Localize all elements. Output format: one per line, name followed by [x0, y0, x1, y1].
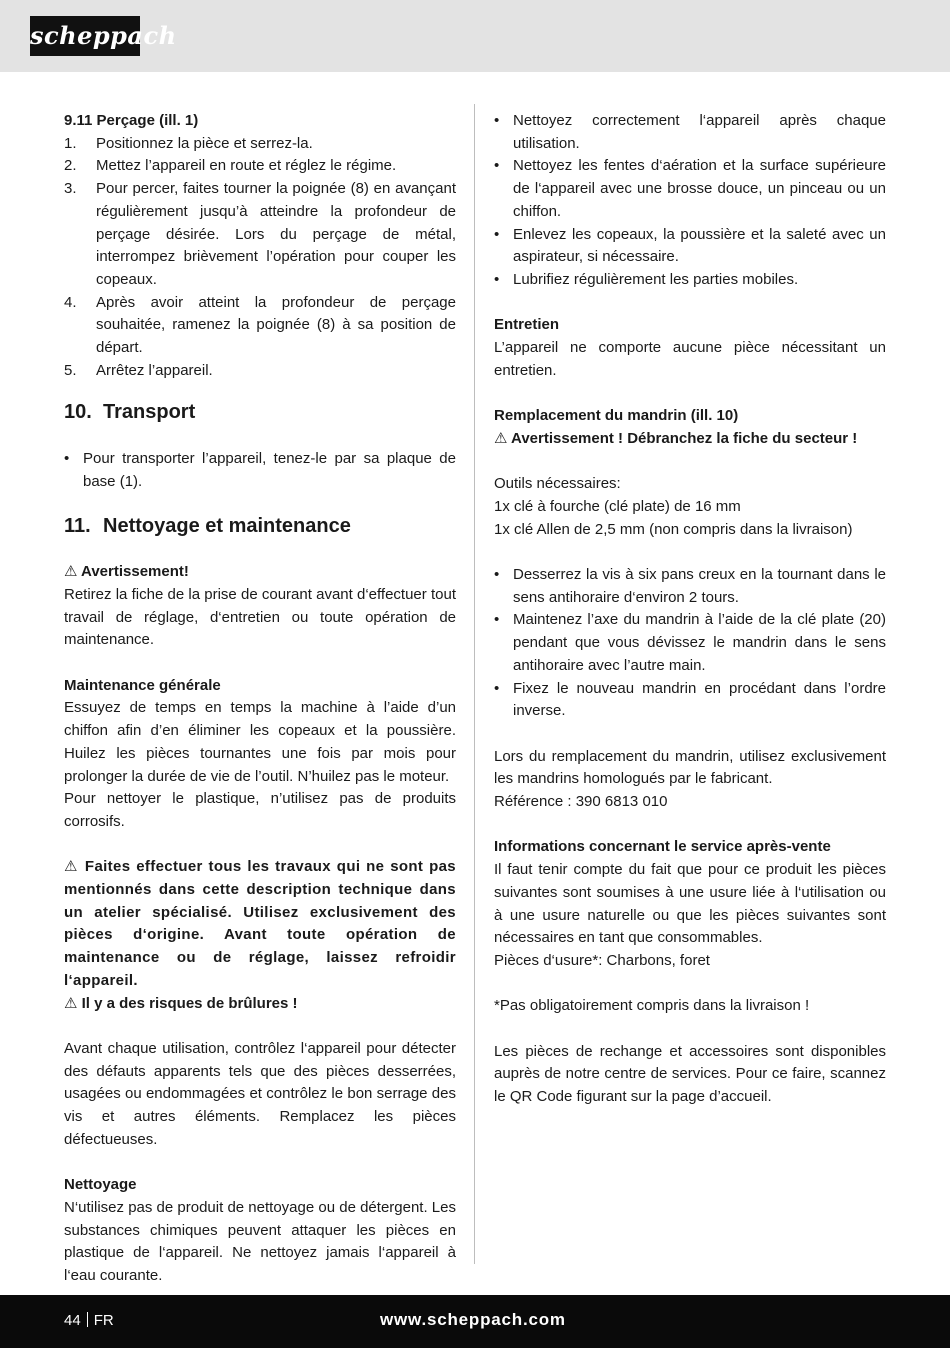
maintenance-plastic-text: Pour nettoyer le plastique, n’utilisez pas de produits corrosifs. [64, 790, 456, 830]
right-column [494, 110, 886, 1109]
inspection-text: Avant chaque utilisation, contrôlez l‘appareil pour détecter des défauts apparents tels que des pièces desserrées, usagées ou endommagées et contrôlez le bon serrage des vis et autres éléments. Remplacez les pièces défectueuses. [64, 1039, 456, 1148]
tools-title: Outils nécessaires: [494, 475, 621, 493]
list-item: 1. Positionnez la pièce et serrez-la. [64, 134, 313, 152]
scheppach-logo: scheppach [30, 16, 140, 56]
list-item: 2. Mettez l’appareil en route et réglez le régime. [64, 157, 397, 175]
cleaning-title: Nettoyage [64, 1176, 137, 1194]
section-10-heading: 10. Transport [64, 401, 196, 424]
service-title: Informations concernant le service après-vente [494, 838, 831, 856]
page-number: 44 [64, 1312, 81, 1329]
list-item: • Lubrifiez régulièrement les parties mobiles. [494, 269, 886, 292]
footnote: *Pas obligatoirement compris dans la livraison ! [494, 997, 810, 1015]
header-bar [0, 0, 950, 72]
burn-warning: ⚠ Il y a des risques de brûlures ! [64, 994, 298, 1012]
list-item: • Enlevez les copeaux, la poussière et la saleté avec un aspirateur, si nécessaire. [494, 224, 886, 269]
list-item: • Desserrez la vis à six pans creux en la tournant dans le sens antihoraire d‘environ 2 tours. [494, 564, 886, 609]
maintenance-title: Maintenance générale [64, 676, 221, 694]
chuck-note: Lors du remplacement du mandrin, utilisez exclusivement les mandrins homologués par le fabricant. [494, 747, 886, 788]
page-indicator [64, 1311, 114, 1331]
tool-item: 1x clé à fourche (clé plate) de 16 mm [494, 497, 741, 515]
spare-parts-text: Les pièces de rechange et accessoires sont disponibles auprès de notre centre de services. Pour ce faire, scannez le QR Code figurant sur la page d’accueil. [494, 1042, 886, 1106]
drilling-steps [64, 133, 456, 383]
warning-text: Retirez la fiche de la prise de courant avant d‘effectuer tout travail de réglage, d‘entretien ou toute opération de maintenance. [64, 585, 456, 649]
section-11-heading: 11. Nettoyage et maintenance [64, 514, 351, 537]
tool-item: 1x clé Allen de 2,5 mm (non compris dans la livraison) [494, 520, 853, 538]
transport-list [64, 448, 456, 493]
list-item: • Fixez le nouveau mandrin en procédant dans l’ordre inverse. [494, 678, 886, 723]
language-code: FR [93, 1312, 114, 1329]
column-divider [474, 104, 475, 1264]
reference-number: Référence : 390 6813 010 [494, 793, 668, 811]
wear-parts: Pièces d‘usure*: Charbons, foret [494, 951, 710, 969]
maintenance-text: Essuyez de temps en temps la machine à l’aide d’un chiffon afin d’en éliminer les copeaux et la poussière. Huilez les pièces tournantes une fois par mois pour prolonger la durée de vie de l’outil. N’huilez pas le moteur. [64, 699, 456, 785]
warning-title: ⚠ Avertissement! [64, 563, 189, 581]
list-item: • Pour transporter l’appareil, tenez-le par sa plaque de base (1). [64, 448, 456, 493]
list-item: 4. Après avoir atteint la profondeur de perçage souhaitée, ramenez la poignée (8) à sa position de départ. [64, 293, 456, 357]
entretien-title: Entretien [494, 316, 560, 334]
list-item: • Maintenez l’axe du mandrin à l’aide de la clé plate (20) pendant que vous dévissez le mandrin dans le sens antihoraire avec l’autre main. [494, 609, 886, 677]
list-item: • Nettoyez correctement l‘appareil après chaque utilisation. [494, 110, 886, 155]
chuck-steps [494, 564, 886, 723]
section-9-11-title: 9.11 Perçage (ill. 1) [64, 112, 199, 129]
website-url: www.scheppach.com [380, 1310, 566, 1329]
workshop-warning: ⚠ Faites effectuer tous les travaux qui ne sont pas mentionnés dans cette description technique dans un atelier spécialisé. Utilisez exclusivement des pièces d‘origine. Avant toute opération de maintenance ou de réglage, laissez refroidir l‘appareil. [64, 858, 456, 989]
list-item: 5. Arrêtez l’appareil. [64, 361, 213, 379]
chuck-replacement-title: Remplacement du mandrin (ill. 10) [494, 407, 739, 425]
service-text: Il faut tenir compte du fait que pour ce produit les pièces suivantes sont soumises à une usure liée à l‘utilisation ou à une usure naturelle ou que les pièces suivantes sont nécessaires en tant que consommables. [494, 861, 886, 947]
chuck-warning: ⚠ Avertissement ! Débranchez la fiche du secteur ! [494, 429, 858, 447]
cleaning-list [494, 110, 886, 292]
page-separator [87, 1312, 88, 1327]
list-item: 3. Pour percer, faites tourner la poignée (8) en avançant régulièrement jusqu’à atteindre la profondeur de perçage désirée. Lors du perçage de métal, interrompez brièvement l’opération pour couper les copeaux. [64, 180, 456, 288]
cleaning-text: N‘utilisez pas de produit de nettoyage ou de détergent. Les substances chimiques peuvent attaquer les pièces en plastique de l‘appareil. Ne nettoyez jamais l‘appareil à l‘eau courante. [64, 1198, 456, 1284]
entretien-text: L’appareil ne comporte aucune pièce nécessitant un entretien. [494, 339, 886, 379]
list-item: • Nettoyez les fentes d‘aération et la surface supérieure de l‘appareil avec une brosse douce, un pinceau ou un chiffon. [494, 155, 886, 223]
footer-bar [0, 1295, 950, 1348]
left-column [64, 110, 456, 1288]
